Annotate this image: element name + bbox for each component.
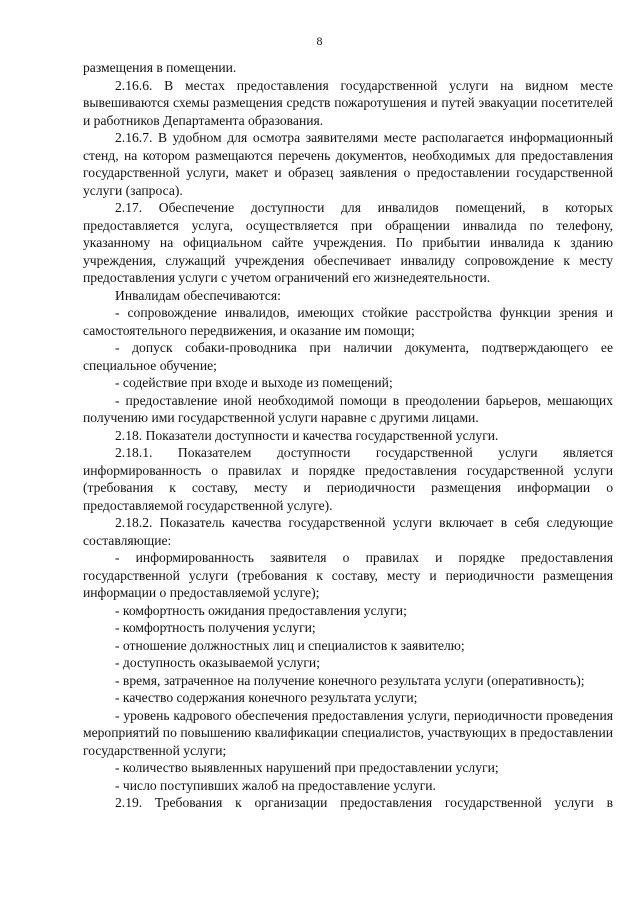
paragraph: - доступность оказываемой услуги; — [115, 655, 320, 670]
paragraph: - качество содержания конечного результата услуги; — [115, 690, 418, 705]
paragraph: - сопровождение инвалидов, имеющих стойкие расстройства функции зрения и самостоятельного передвижения, и оказание им помощи; — [83, 305, 613, 338]
page-number: 8 — [316, 34, 323, 48]
paragraph: - предоставление иной необходимой помощи в преодолении барьеров, мешающих получению ими государственной услуги наравне с другими лицами. — [83, 392, 613, 425]
paragraph: - комфортность получения услуги; — [115, 620, 316, 635]
paragraph: 2.18. Показатели доступности и качества государственной услуги. — [115, 427, 499, 443]
paragraph: - количество выявленных нарушений при предоставлении услуги; — [115, 760, 499, 775]
paragraph: 2.16.6. В местах предоставления государственной услуги на видном месте вывешиваются схемы размещения средств пожаротушения и путей эвакуации посетителей и работников Департамента образования. — [83, 77, 613, 128]
paragraph: 2.16.7. В удобном для осмотра заявителями месте располагается информационный стенд, на котором размещаются перечень документов, необходимых для предоставления государственной услуги, макет и образец заявления о предоставлении государственной услуги (запроса). — [83, 130, 613, 198]
paragraph: - комфортность ожидания предоставления услуги; — [115, 602, 407, 618]
document-body — [83, 59, 613, 812]
paragraph: - отношение должностных лиц и специалистов к заявителю; — [115, 637, 465, 653]
paragraph: Инвалидам обеспечиваются: — [115, 287, 281, 303]
paragraph: - уровень кадрового обеспечения предоставления услуги, периодичности проведения мероприятий по повышению квалификации специалистов, участвующих в предоставлении государственной услуги; — [83, 707, 613, 758]
paragraph: 2.18.2. Показатель качества государственной услуги включает в себя следующие составляющие: — [83, 515, 613, 548]
paragraph: 2.18.1. Показателем доступности государственной услуги является информированность о правилах и порядке предоставления государственной услуги (требования к составу, месту и периодичности размещения информации о предоставляемой государственной услуге). — [83, 445, 613, 513]
paragraph: - время, затраченное на получение конечного результата услуги (оперативность); — [115, 672, 585, 688]
paragraph: - допуск собаки-проводника при наличии документа, подтверждающего ее специальное обучение; — [83, 340, 613, 373]
paragraph: 2.19. Требования к организации предоставления государственной услуги в — [115, 795, 613, 810]
paragraph: - число поступивших жалоб на предоставление услуги. — [115, 777, 436, 793]
paragraph: 2.17. Обеспечение доступности для инвалидов помещений, в которых предоставляется услуга, осуществляется при обращении инвалида по телефону, указанному на официальном сайте учреждения. По прибытии инвалида к зданию учреждения, служащий учреждения обеспечивает инвалиду сопровождение к месту предоставления услуги с учетом ограничений его жизнедеятельности. — [83, 200, 613, 285]
paragraph: - содействие при входе и выходе из помещений; — [115, 375, 393, 390]
paragraph: - информированность заявителя о правилах и порядке предоставления государственной услуги (требования к составу, месту и периодичности размещения информации о предоставляемой услуге); — [83, 550, 613, 600]
paragraph: размещения в помещении. — [83, 60, 237, 75]
